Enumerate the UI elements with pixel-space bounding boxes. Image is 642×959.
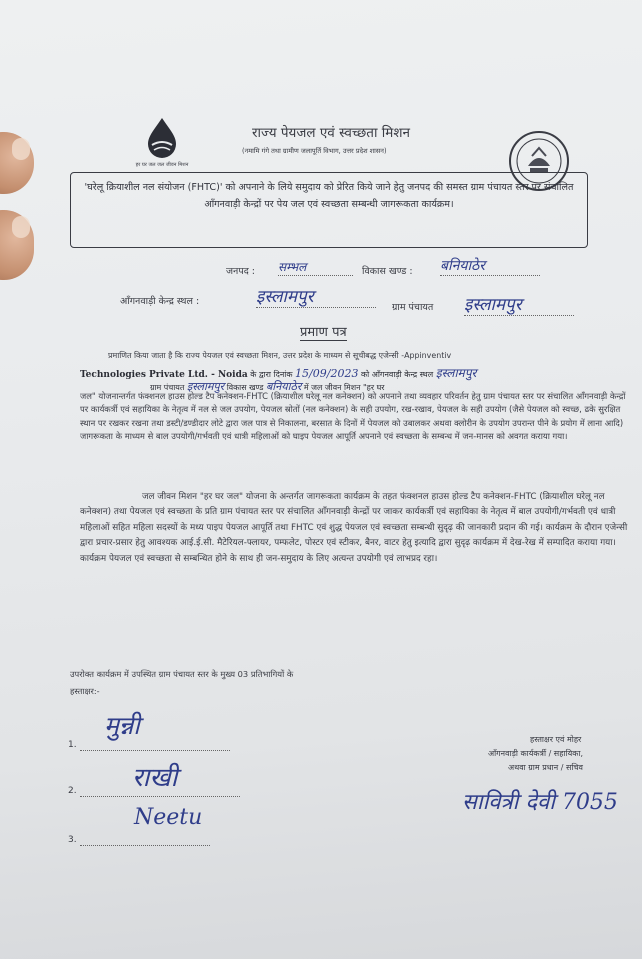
representative-num: 3. <box>68 835 77 845</box>
authority-signature: सावित्री देवी 7055 <box>462 790 618 815</box>
para2-body: जल जीवन मिशन "हर घर जल" योजना के अन्तर्गत जागरूकता कार्यक्रम के तहत फंक्शनल हाउस होल्ड टैप कनेक्शन-FHTC (क्रियाशील घरेलू नल कनेक्शन) तथा पेयजल एवं स्वच्छता के प्रति ग्राम पंचायत स्तर पर संचालित आँगनवाड़ी केन्द्रों पर जाकर कार्यकर्त्री एवं सहायिका के नेतृत्व में बाल उपयोगी/गर्भवती एवं धात्री महिलाओं सहित महिला सदस्यों के मध्य पाइप पेयजल आपूर्ति तथा FHTC एवं शुद्ध पेयजल एवं स्वच्छता सम्बन्धी सुदृढ़ की जानकारी प्रदान की गई। कार्यक्रम के दौरान एजेन्सी द्वारा प्रचार-प्रसार हेतु आवश्यक आई.ई.सी. मैटेरियल-फ्लायर, पम्फलेट, पोस्टर एवं स्टीकर, बैनर, वाटर हेतु इत्यादि द्वारा सुदृढ़ कार्यक्रम में देख-रेख में सम्पादित कराया गया। कार्यक्रम पेयजल एवं स्वच्छता से सम्बन्धित होने के साथ ही जन-समुदाय के लिए अत्यन्त उपयोगी एवं लाभप्रद रहा। <box>80 492 628 564</box>
representative-signature: Neetu <box>134 805 203 830</box>
finger-edge <box>0 132 34 194</box>
signature-line <box>80 845 210 846</box>
signature-line <box>80 750 230 751</box>
date-value: 15/09/2023 <box>295 367 359 380</box>
finger-edge <box>0 210 34 280</box>
block-value-2: बनियाठेर <box>266 380 302 393</box>
district-label: जनपद : <box>226 266 255 277</box>
jal-jeevan-mission-logo <box>134 114 190 180</box>
representative-num: 1. <box>68 740 77 750</box>
authority-line1: हस्ताक्षर एवं मोहर <box>530 735 582 744</box>
authority-line3: अथवा ग्राम प्रधान / सचिव <box>508 763 583 772</box>
para1-body: जल" योजनान्तर्गत फंक्शनल हाउस होल्ड टैप कनेक्शन-FHTC (क्रियाशील घरेलू नल कनेक्शन) को अपनाने तथा व्यवहार परिवर्तन हेतु ग्राम पंचायत स्तर पर संचालित आँगनवाड़ी केन्द्रों पर कार्यकर्त्री एवं सहायिका के नेतृत्व में नल से जल उपयोग, पेयजल स्रोतों (नल कनेक्शन) के सही उपयोग, रख-रखाव, पेयजल के सही उपयोग (जैसे पेयजल को स्वच्छ, ढके सुरक्षित स्थान पर रखकर रखना तथा डस्टी/डण्डीदार लोटे द्वारा जल पात्र से निकालना, बरसात के दिनों में पेयजल को उबालकर अथवा क्लोरीन के उपयोग उपरान्त पीने के प्रयोग में लाना आदि) जागरूकता के माध्यम से बाल उपयोगी/गर्भवती एवं धात्री महिलाओं को घाइप पेयजल आपूर्ति अपनाने एवं स्वच्छता के सम्बन्ध में जन-मानस को अवगत कराया गया। <box>80 391 626 442</box>
representatives-intro: उपरोक्त कार्यक्रम में उपस्थित ग्राम पंचायत स्तर के मुख्य 03 प्रतिभागियों के <box>70 669 294 679</box>
representative-signature: राखी <box>132 763 178 793</box>
center-value-2: इस्लामपुर <box>435 366 477 380</box>
panchayat-label: ग्राम पंचायत <box>392 302 434 313</box>
center-value: इस्लामपुर <box>256 284 376 308</box>
mission-title: राज्य पेयजल एवं स्वच्छता मिशन <box>252 125 410 141</box>
authority-line2: आँगनवाड़ी कार्यकर्त्री / सहायिका, <box>488 749 584 758</box>
block-label: विकास खण्ड : <box>362 266 413 277</box>
district-value: सम्भल <box>278 258 353 276</box>
representatives-sign-label: हस्ताक्षर:- <box>70 686 100 696</box>
para1-text: में जल जीवन मिशन "हर घर <box>303 383 385 392</box>
para1-text: के द्वारा दिनांक <box>250 370 293 379</box>
signature-line <box>80 796 240 797</box>
department-subtitle: (नमामि गंगे तथा ग्रामीण जलापूर्ति विभाग, उत्तर प्रदेश शासन) <box>242 147 387 155</box>
logo-text: हर घर जल जल जीवन मिशन <box>135 162 189 168</box>
panchayat-value: इस्लामपुर <box>464 292 574 316</box>
certificate-title: प्रमाण पत्र <box>300 322 347 341</box>
representative-signature: मुन्नी <box>104 711 140 740</box>
representative-num: 2. <box>68 786 77 796</box>
panchayat-value-2: इस्लामपुर <box>186 380 225 393</box>
agency-name: Technologies Private Ltd. - Noida <box>80 370 248 380</box>
center-label: आँगनवाड़ी केन्द्र स्थल : <box>120 296 200 307</box>
block-value: बनियाठेर <box>440 256 540 276</box>
para1-text: को आँगनवाड़ी केन्द्र स्थल <box>361 370 434 379</box>
para1-text: विकास खण्ड <box>226 383 264 392</box>
program-description-box: 'घरेलू क्रियाशील नल संयोजन (FHTC)' को अपनाने के लिये समुदाय को प्रेरित किये जाने हेतु जनपद की समस्त ग्राम पंचायत स्तर पर संचालित आँगनवाड़ी केन्द्रों पर पेय जल एवं स्वच्छता सम्बन्धी जागरूकता कार्यक्रम। <box>70 172 588 248</box>
para1-line1: प्रमाणित किया जाता है कि राज्य पेयजल एवं स्वच्छता मिशन, उत्तर प्रदेश के माध्यम से सूचीबद्ध एजेन्सी -Appinventiv <box>108 351 452 360</box>
para1-text: ग्राम पंचायत <box>150 383 185 392</box>
